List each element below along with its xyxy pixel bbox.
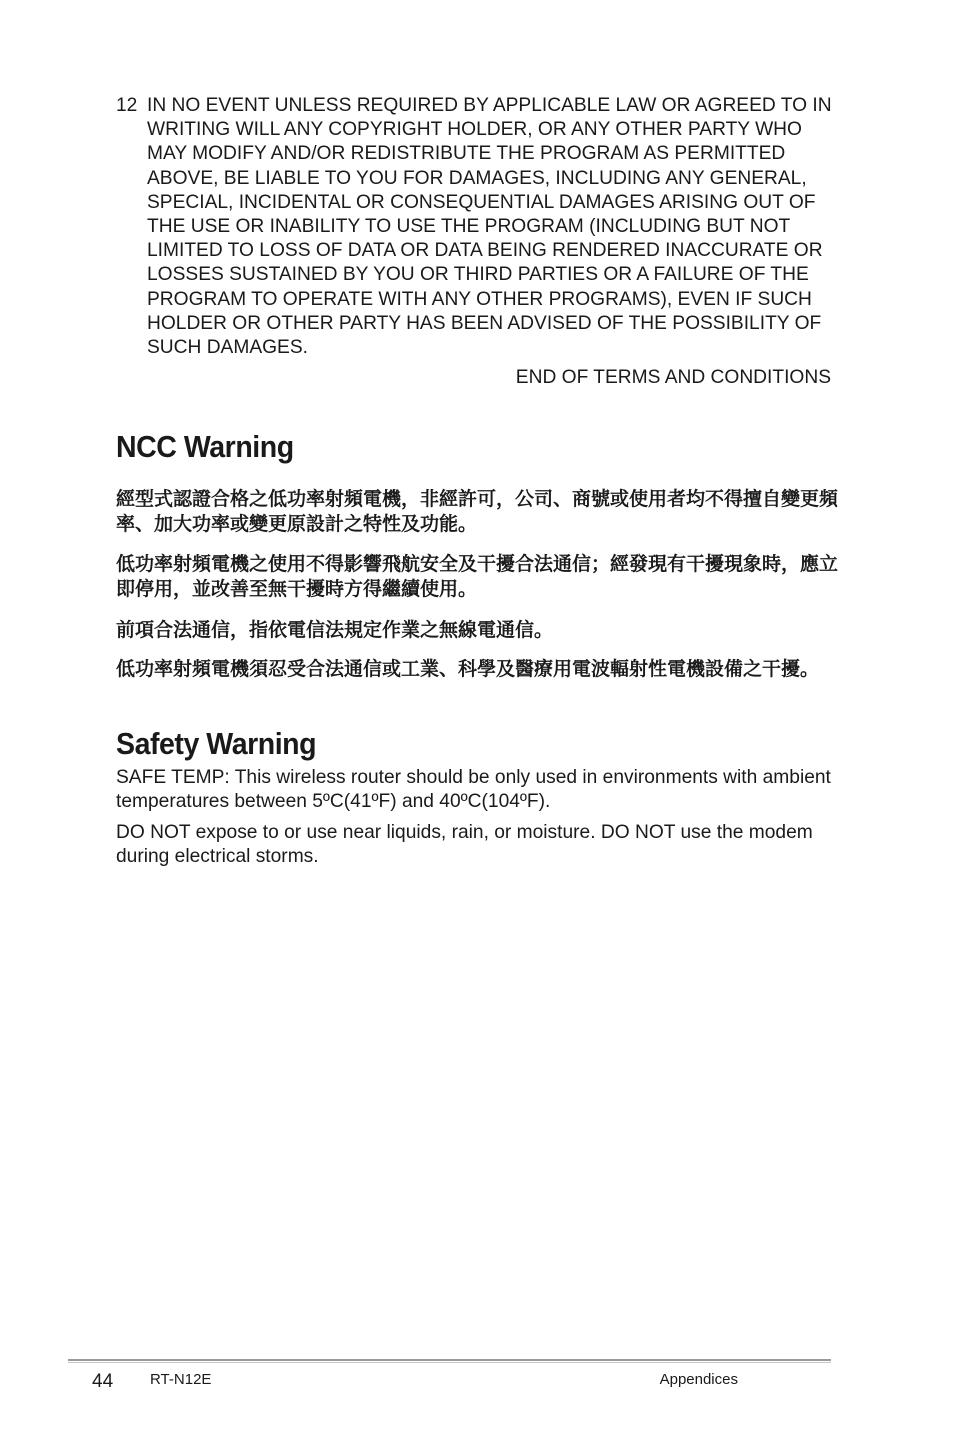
license-clause-12 <box>116 94 836 360</box>
section-name: Appendices <box>659 1371 738 1388</box>
ncc-warning-heading: NCC Warning <box>116 429 294 464</box>
safety-paragraph-temp: SAFE TEMP: This wireless router should be only used in environments with ambient temperatures between 5ºC(41ºF) and 40ºC(104ºF). <box>116 767 831 812</box>
safety-warning-heading: Safety Warning <box>116 726 317 761</box>
safety-paragraph-moisture: DO NOT expose to or use near liquids, rain, or moisture. DO NOT use the modem during electrical storms. <box>116 822 813 867</box>
model-name: RT-N12E <box>150 1371 212 1388</box>
ncc-paragraph: 經型式認證合格之低功率射頻電機，非經許可，公司、商號或使用者均不得擅自變更頻率、加大功率或變更原設計之特性及功能。 <box>116 488 839 535</box>
page-number: 44 <box>92 1371 114 1392</box>
clause-text: IN NO EVENT UNLESS REQUIRED BY APPLICABLE LAW OR AGREED TO IN WRITING WILL ANY COPYRIGHT HOLDER, OR ANY OTHER PARTY WHO MAY MODIFY AND/OR REDISTRIBUTE THE PROGRAM AS PERMITTED ABOVE, BE LIABLE TO YOU FOR DAMAGES, INCLUDING ANY GENERAL, SPECIAL, INCIDENTAL OR CONSEQUENTIAL DAMAGES ARISING OUT OF THE USE OR INABILITY TO USE THE PROGRAM (INCLUDING BUT NOT LIMITED TO LOSS OF DATA OR DATA BEING RENDERED INACCURATE OR LOSSES SUSTAINED BY YOU OR THIRD PARTIES OR A FAILURE OF THE PROGRAM TO OPERATE WITH ANY OTHER PROGRAMS), EVEN IF SUCH HOLDER OR OTHER PARTY HAS BEEN ADVISED OF THE POSSIBILITY OF SUCH DAMAGES. <box>147 95 832 359</box>
ncc-paragraph: 低功率射頻電機之使用不得影響飛航安全及干擾合法通信；經發現有干擾現象時，應立即停用，並改善至無干擾時方得繼續使用。 <box>116 553 839 600</box>
ncc-paragraph: 低功率射頻電機須忍受合法通信或工業、科學及醫療用電波輻射性電機設備之干擾。 <box>116 658 820 680</box>
end-of-terms-label: END OF TERMS AND CONDITIONS <box>515 367 831 388</box>
clause-number: 12 <box>116 95 138 116</box>
ncc-paragraph: 前項合法通信，指依電信法規定作業之無線電通信。 <box>116 619 554 641</box>
footer-divider <box>68 1359 831 1361</box>
